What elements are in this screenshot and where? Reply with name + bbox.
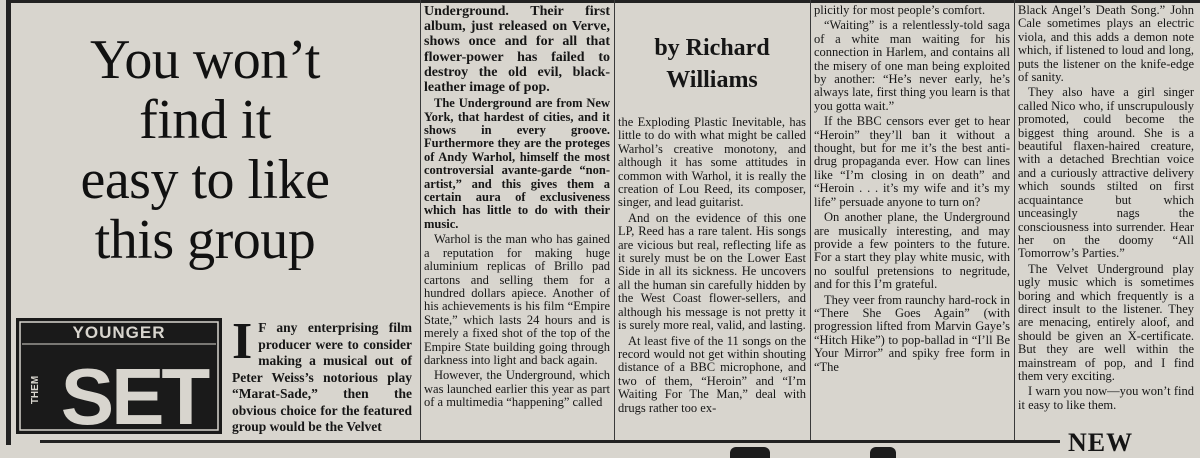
logo-big-word: SET [60,352,208,434]
article-paragraph: They veer from raunchy hard-rock in “There She Goes Again” (with progression lifted from Marvin Gaye’s “Hitch Hike”) to pop-ballad in “I’ll Be Your Mirror” and spiky free form in “The [814,292,1010,374]
byline-line: by Richard [654,35,770,61]
article-paragraph: The Underground are from New York, that hardest of cities, and it shows in every groove. Furthermore they are the proteges of Andy Warhol, himself the most controversial avante-garde “non-artist,” and this gives them a certain aura of exclusiveness which has little to do with their music. [424,96,610,231]
article-paragraph: The Velvet Underground play ugly music which is sometimes boring and which frequently is a direct insult to the listener. They are menacing, entirely aloof, and should be given an X-certificate. But they are well within the mainstream of pop, and I find them very exciting. [1018,261,1194,383]
headline [40,30,370,270]
article-paragraph: At least five of the 11 songs on the record would not get within shouting distance of a BBC microphone, and two of them, “Heroin” and “I’m Waiting For The Man,” deal with drugs rather too ex- [618,333,806,415]
article-paragraph: I warn you now—you won’t find it easy to like them. [1018,384,1194,412]
column-rule [1014,0,1015,440]
logo-side-word: THEM [30,375,41,405]
headline-line: this group [94,209,316,271]
article-lead: Underground. Their first album, just released on Verve, shows once and for all that flower-power has failed to destroy the old evil, black-leather image of pop. [424,4,610,96]
younger-set-logo [16,318,222,434]
article-paragraph: On another plane, the Underground are musically interesting, and may provide a few pointers to the future. For a start they play white music, with no soulful pretensions to negritude, and for this I’m grateful. [814,210,1010,292]
headline-line: find it [139,89,271,151]
cropped-text-fragment [730,447,770,458]
drop-cap: I [232,313,253,370]
article-paragraph: They also have a girl singer called Nico who, if unscrupulously promoted, could become the biggest thing around. She is a beautiful flaxen-haired creature, with a detached Brechtian voice and a curiously attractive delivery which sounds stilted on first acquaintance but which unceasingly nags the consciousness into surrender. Hear her on the doomy “All Tomorrow’s Parties.” [1018,85,1194,261]
next-article-heading: NEW [1068,428,1134,457]
byline [618,32,806,96]
article-paragraph: Black Angel’s Death Song.” John Cale sometimes plays an electric viola, and this adds a demon note which, if listened to loud and long, puts the listener on the knife-edge of sanity. [1018,3,1194,85]
headline-line: You won’t [90,29,320,91]
article-paragraph: plicitly for most people’s comfort. [814,3,986,17]
page-border-left [6,0,11,445]
article-column-2 [424,4,610,412]
article-paragraph: If the BBC censors ever get to hear “Heroin” they’ll ban it without a thought, but for me it’s the best anti-drug propaganda ever. How can lines like “I’m closing in on death” and “Heroin . . . it’s my wife and it’s my life” persuade anyone to turn on? [814,114,1010,209]
column-rule [420,0,421,440]
headline-line: easy to like [80,149,330,211]
intro-paragraph [232,313,412,436]
cropped-text-fragment [870,447,896,458]
page-border-bottom [40,440,1060,443]
article-column-5 [1018,4,1194,414]
article-paragraph: Warhol is the man who has gained a reputation for making huge aluminium replicas of Brillo pad cartons and selling them for a hundred dollars apiece. Another of his achievements is his film “Empire State,” which lasts 24 hours and is merely a fixed shot of the top of the Empire State building going through darkness into light and back again. [424,232,610,367]
article-paragraph: And on the evidence of this one LP, Reed has a rare talent. His songs are vicious but real, reflecting life as it surely must be on the Lower East Side in all its sickness. He uncovers all the human sin carefully hidden by the West Coast flower-sellers, and although his message is not pretty it is surely more real, valid, and lasting. [618,210,806,333]
article-column-4 [814,4,1010,376]
logo-top-word: YOUNGER [72,323,166,342]
column-rule [614,0,615,440]
column-rule [810,0,811,440]
article-column-3 [618,4,806,417]
article-paragraph: “Waiting” is a relentlessly-told saga of a white man waiting for his connection in Harlem, and contains all the misery of one man being exploited by another: “He’s never early, he’s always late, first thing you learn is that you gotta wait.” [814,18,1010,113]
article-paragraph: However, the Underground, which was launched earlier this year as part of a multimedia “happening” called [424,368,610,410]
intro-text: F any enterprising film producer were to consider making a musical out of Peter Weiss’s notorious play “Marat-Sade,” then the obvious choice for the featured group would be the Velvet [232,320,412,434]
article-paragraph: the Exploding Plastic Inevitable, has little to do with what might be called Warhol’s creative monotony, and although it has some attitudes in common with Warhol, it is really the creation of Lou Reed, its composer, singer, and lead guitarist. [618,115,806,210]
byline-line: Williams [666,67,758,93]
